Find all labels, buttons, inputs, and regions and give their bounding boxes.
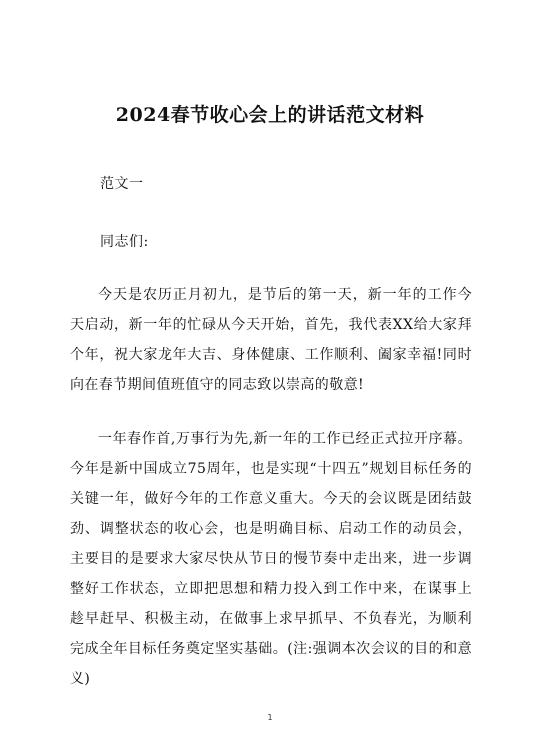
- paragraph-1: 今天是农历正月初九，是节后的第一天，新一年的工作今天启动，新一年的忙碌从今天开始，首先，我代表XX给大家拜个年，祝大家龙年大吉、身体健康、工作顺利、阖家幸福!同时向在春节期间值班值守的同志致以崇高的敬意!: [70, 287, 472, 393]
- document-title: 2024春节收心会上的讲话范文材料: [115, 104, 425, 126]
- salutation: 同志们:: [100, 234, 149, 250]
- paragraph-2: 一年春作首,万事行为先,新一年的工作已经正式拉开序幕。今年是新中国成立75周年，也是实现“十四五”规划目标任务的关键一年，做好今年的工作意义重大。今天的会议既是团结鼓劲、调整状态的收心会，也是明确目标、启动工作的动员会，主要目的是要求大家尽快从节日的慢节奏中走出来，进一步调整好工作状态，立即把思想和精力投入到工作中来，在谋事上趁早赶早、积极主动，在做事上求早抓早、不负春光，为顺利完成全年目标任务奠定坚实基础。(注:强调本次会议的目的和意义): [70, 431, 472, 687]
- section-label: 范文一: [100, 176, 144, 192]
- page-number: 1: [267, 713, 273, 722]
